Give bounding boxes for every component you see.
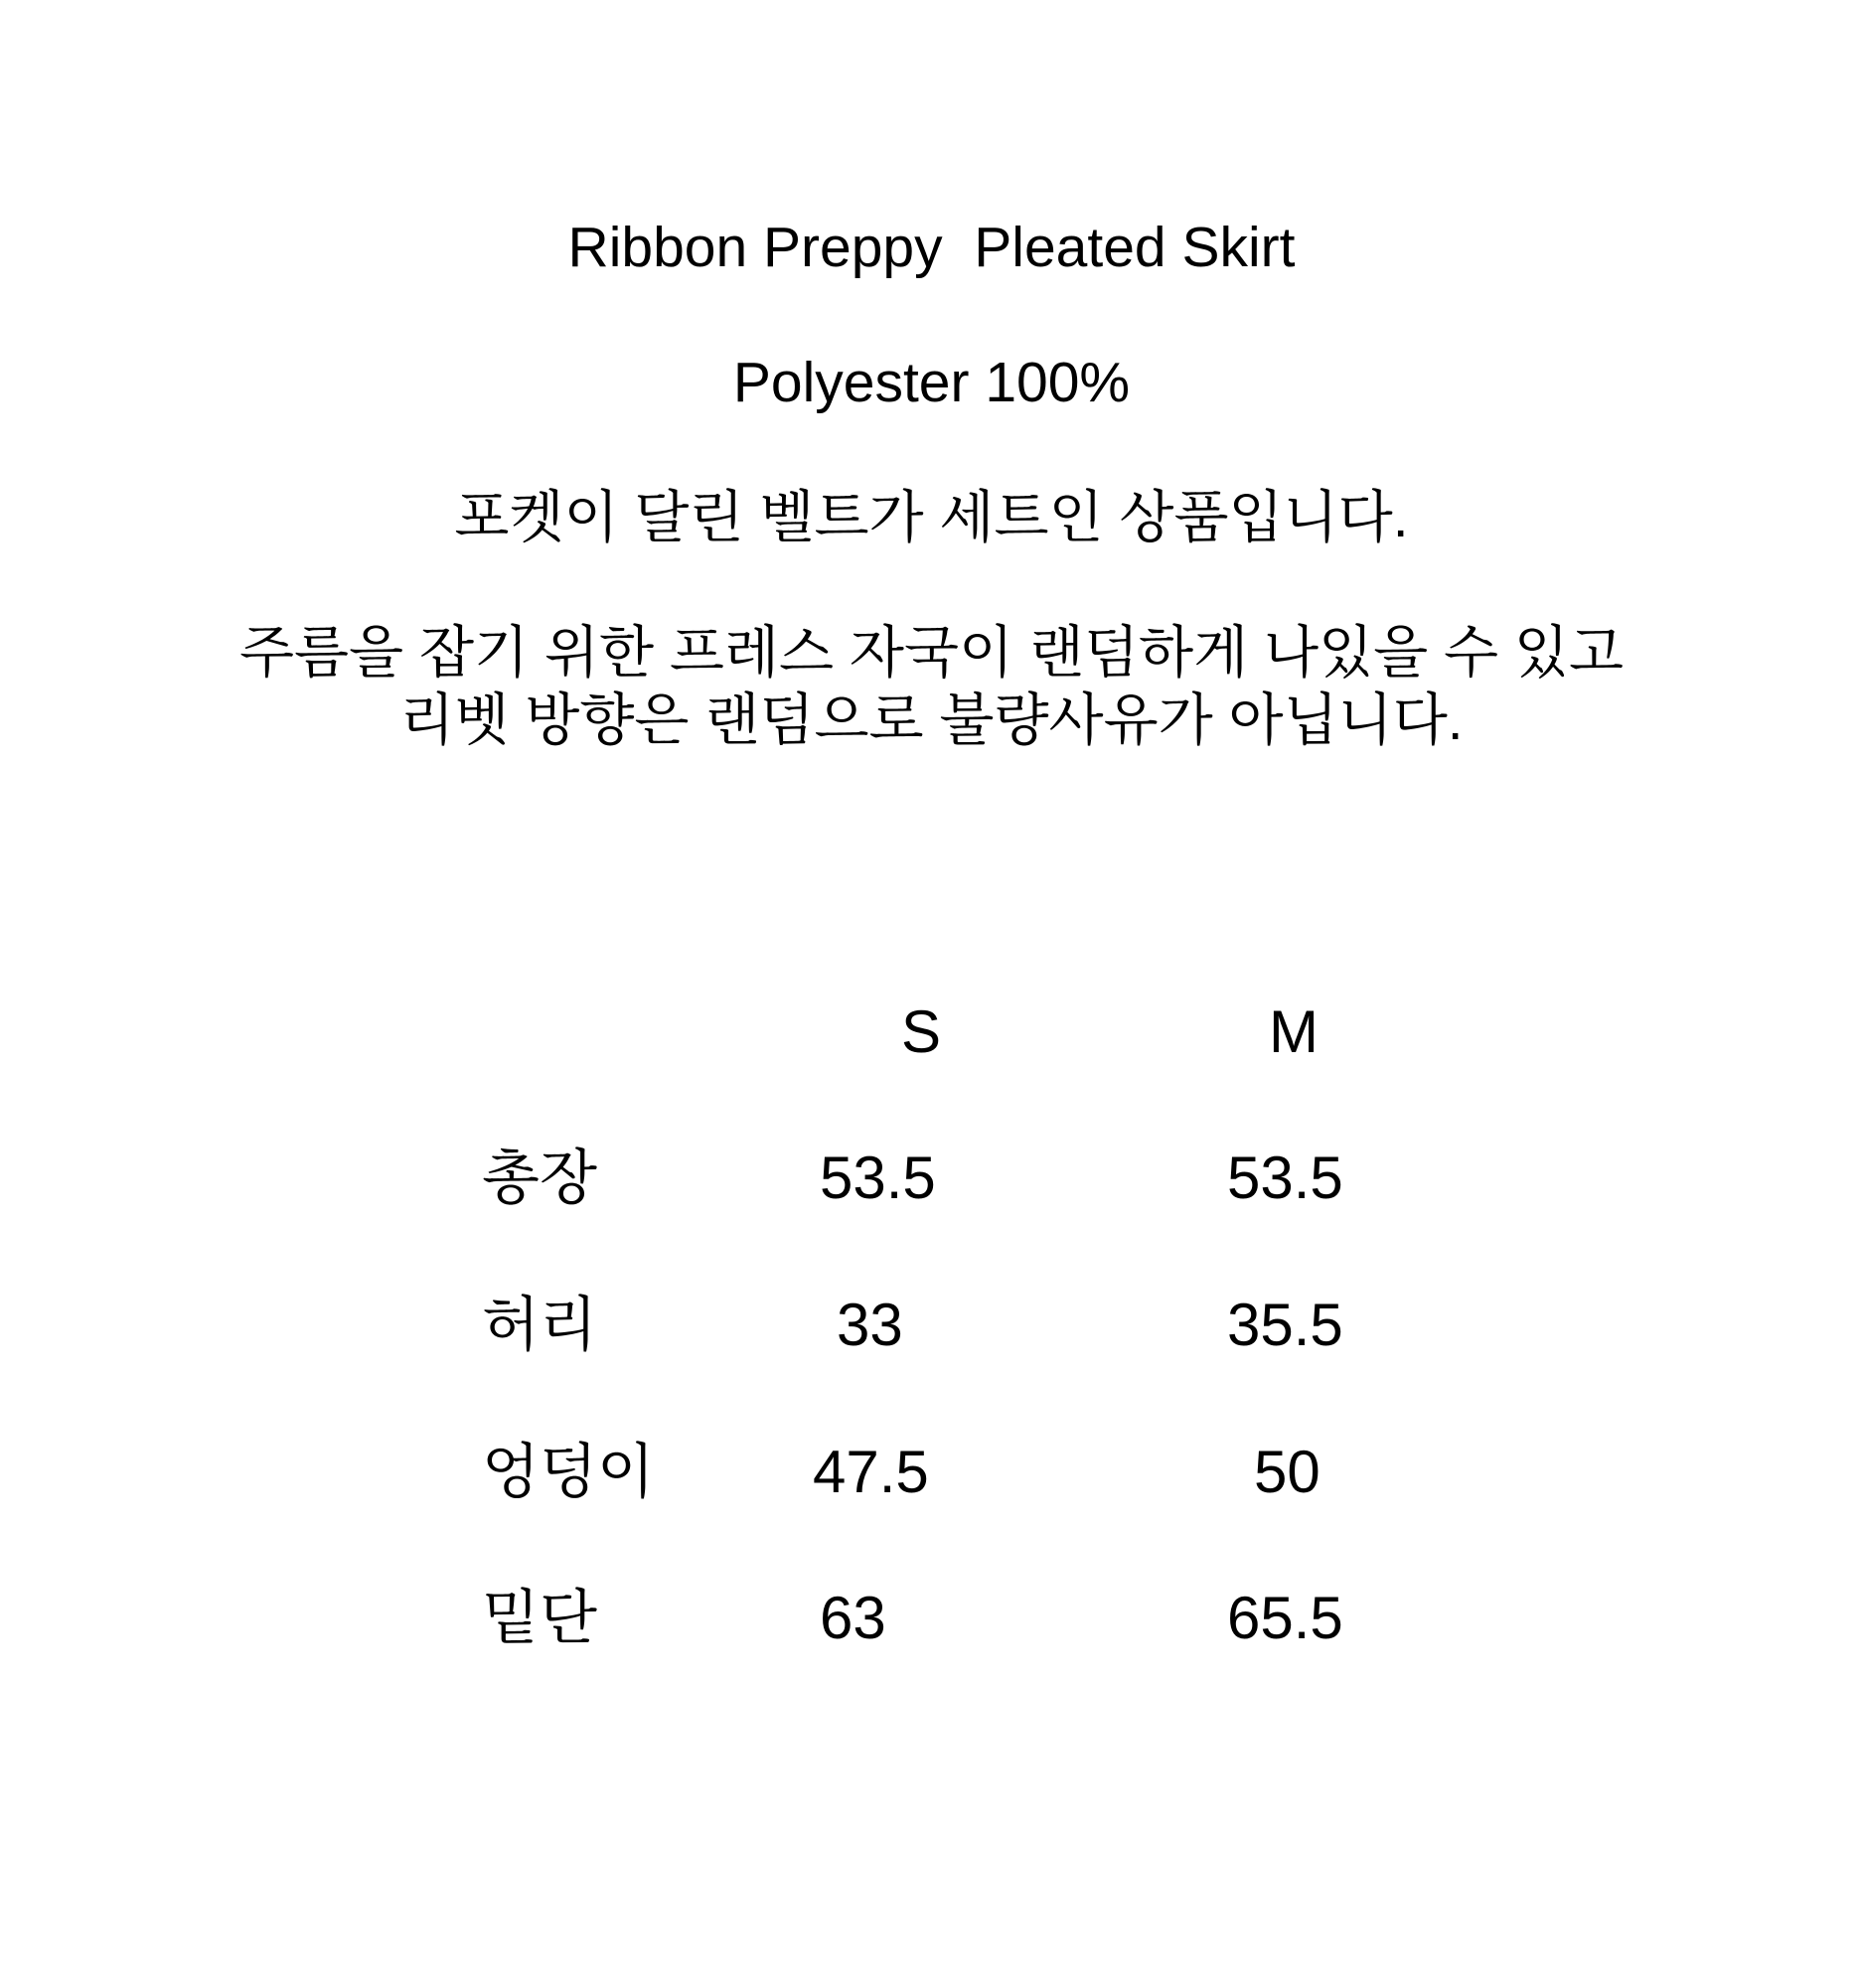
product-title: Ribbon Preppy Pleated Skirt xyxy=(567,216,1296,279)
value-s: 33 xyxy=(837,1292,903,1358)
material-info: Polyester 100% xyxy=(732,351,1131,414)
size-column-header-s: S xyxy=(901,998,942,1065)
set-note: 포켓이 달린 벨트가 세트인 상품입니다. xyxy=(454,486,1409,549)
value-m: 35.5 xyxy=(1227,1292,1343,1358)
value-s: 53.5 xyxy=(820,1145,936,1211)
row-label-hem: 밑단 xyxy=(482,1585,597,1651)
value-m: 65.5 xyxy=(1227,1585,1343,1651)
row-label-hip: 엉덩이 xyxy=(482,1439,655,1505)
row-label-waist: 허리 xyxy=(482,1292,597,1358)
value-s: 47.5 xyxy=(813,1439,929,1505)
value-m: 50 xyxy=(1254,1439,1320,1505)
value-s: 63 xyxy=(820,1585,886,1651)
row-label-total-length: 총장 xyxy=(482,1145,597,1211)
value-m: 53.5 xyxy=(1227,1145,1343,1211)
notice-line-1: 주름을 잡기 위한 프레스 자국이 랜덤하게 나있을 수 있고 xyxy=(238,621,1625,685)
size-column-header-m: M xyxy=(1269,998,1319,1065)
notice-line-2: 리벳 방향은 랜덤으로 불량사유가 아닙니다. xyxy=(399,688,1464,752)
